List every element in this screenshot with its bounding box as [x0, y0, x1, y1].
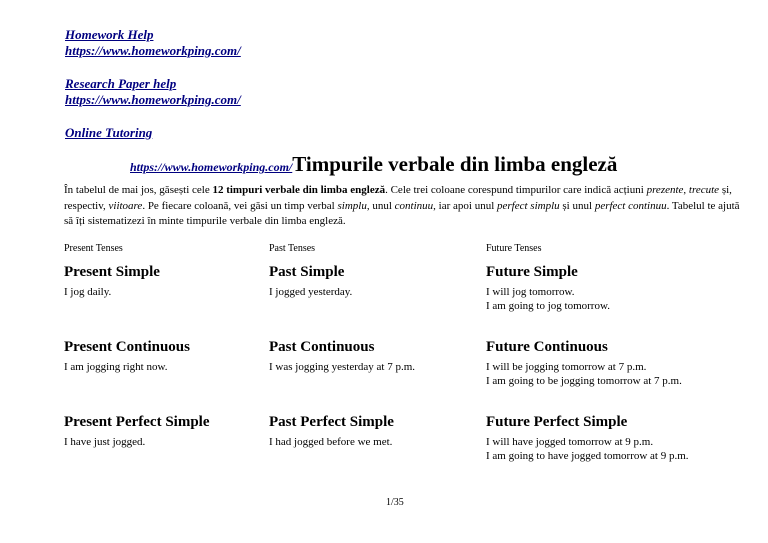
tense-name: Present Continuous	[64, 339, 190, 355]
tense-name: Past Perfect Simple	[269, 414, 394, 430]
tense-name: Present Simple	[64, 264, 160, 280]
column-category: Future Tenses	[486, 243, 542, 254]
future-tenses-column	[486, 242, 689, 469]
past-tenses-column	[269, 242, 415, 469]
tense-name: Future Perfect Simple	[486, 414, 628, 430]
research-paper-help-link[interactable]: Research Paper help	[65, 76, 177, 91]
tense-examples: I had jogged before we met.	[269, 436, 393, 448]
intro-paragraph: În tabelul de mai jos, găsești cele 12 timpuri verbale din limba engleză. Cele trei coloane corespund timpurilor care indică acțiuni prezente, trecute și, respectiv, viitoare. Pe fiecare coloană, vei găsi un timp verbal simplu, unul continuu, iar apoi unul perfect simplu și unul perfect continuu. Tabelul te ajută să îți sistematizezi în minte timpurile verbale din limba engleză.	[64, 184, 740, 227]
tense-examples: I was jogging yesterday at 7 p.m.	[269, 361, 416, 373]
column-category: Present Tenses	[64, 243, 123, 254]
tense-examples: I will jog tomorrow. I am going to jog tomorrow.	[486, 286, 610, 312]
homework-help-url-link[interactable]: https://www.homeworkping.com/	[65, 43, 241, 58]
title-url-link[interactable]: https://www.homeworkping.com/	[130, 160, 293, 174]
tense-examples: I will have jogged tomorrow at 9 p.m. I am going to have jogged tomorrow at 9 p.m.	[486, 436, 689, 462]
tense-name: Future Simple	[486, 264, 578, 280]
tense-name: Present Perfect Simple	[64, 414, 210, 430]
page-number: 1/35	[386, 497, 404, 508]
header-links	[65, 27, 241, 141]
tense-name: Past Simple	[269, 264, 345, 280]
present-tenses-column	[64, 242, 210, 469]
tense-examples: I jog daily.	[64, 286, 112, 298]
research-paper-url-link[interactable]: https://www.homeworkping.com/	[65, 92, 241, 107]
page-title: Timpurile verbale din limba engleză	[292, 152, 618, 176]
column-category: Past Tenses	[269, 243, 316, 254]
tense-examples: I am jogging right now.	[64, 361, 168, 373]
tense-examples: I jogged yesterday.	[269, 286, 353, 298]
homework-help-link[interactable]: Homework Help	[65, 27, 154, 42]
title-row	[130, 152, 617, 177]
online-tutoring-link[interactable]: Online Tutoring	[65, 125, 153, 140]
tense-examples: I will be jogging tomorrow at 7 p.m. I am going to be jogging tomorrow at 7 p.m.	[486, 361, 682, 387]
tense-name: Past Continuous	[269, 339, 375, 355]
tense-examples: I have just jogged.	[64, 436, 146, 448]
tense-name: Future Continuous	[486, 339, 608, 355]
